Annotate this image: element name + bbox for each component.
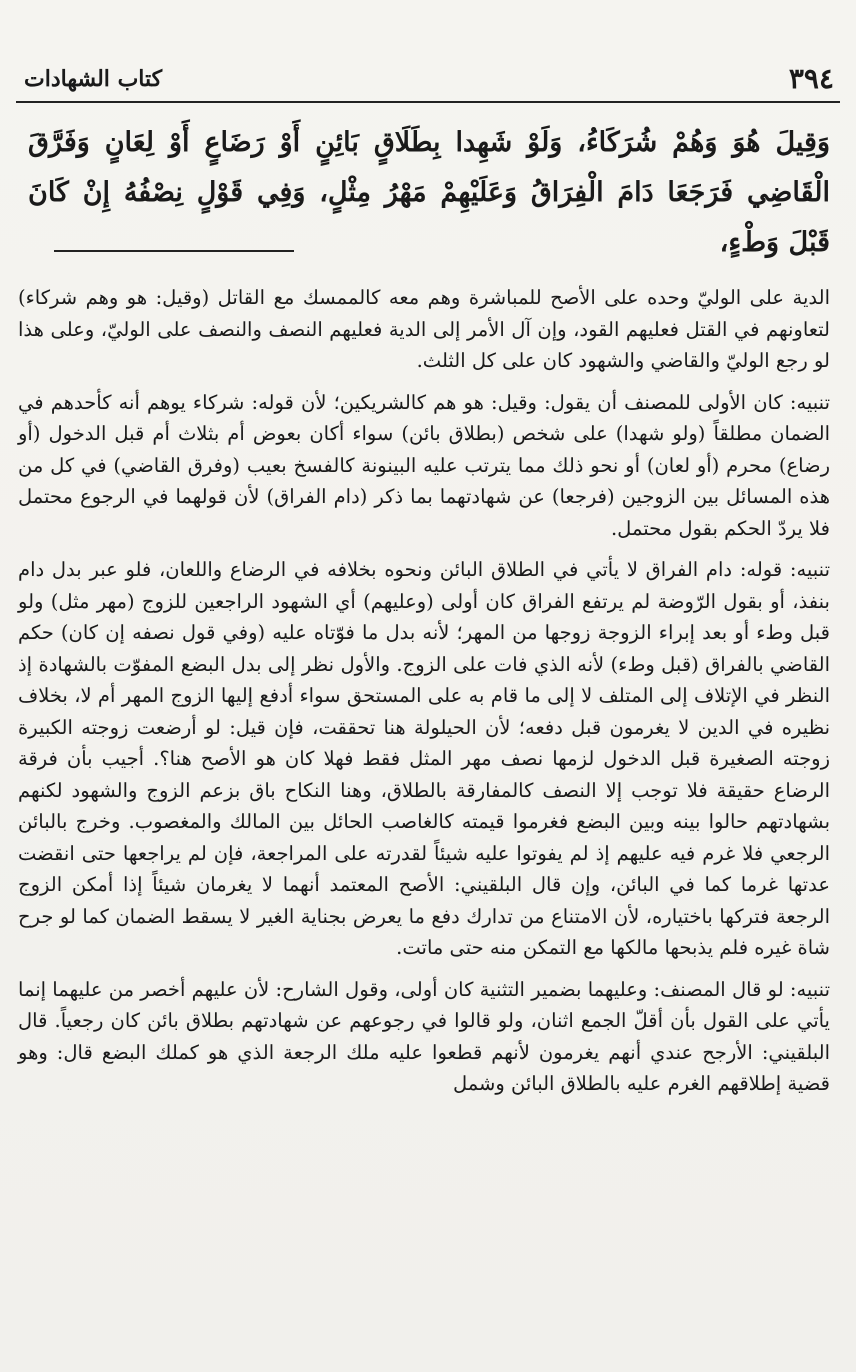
commentary-paragraph: تنبيه: لو قال المصنف: وعليهما بضمير التثنية كان أولى، وقول الشارح: لأن عليهم أخصر من عليهما إنما يأتي على القول بأن أقلّ الجمع اثنان، ولو قالوا في رجوعهم عن شهادتهم بطلاق بائن كان رجعياً. قال البلقيني: الأرجح عندي أنهم يغرمون لأنهم قطعوا عليه ملك الرجعة الذي هو كملك البضع قال: وهو قضية إطلاقهم الغرم عليه بالطلاق البائن وشمل (18, 977, 830, 1095)
matn-divider (54, 250, 294, 252)
header-divider (16, 101, 840, 103)
commentary (18, 282, 830, 1100)
page-header (22, 62, 834, 96)
commentary-paragraph: تنبيه: كان الأولى للمصنف أن يقول: وقيل: هو هم كالشريكين؛ لأن قوله: شركاء يوهم أنه كأحدهم في الضمان مطلقاً (ولو شهدا) على شخص (بطلاق بائن) سواء أكان بعوض أم بثلاث أم قبل الدخول (أو رضاع) محرم (أو لعان) أو نحو ذلك مما يترتب عليه البينونة كالفسخ بعيب (وفرق القاضي) في كل من هذه المسائل بين الزوجين (فرجعا) عن شهادتهما بما ذكر (دام الفراق) لأن قولهما في الرجوع محتمل فلا يردّ الحكم بقول محتمل. (18, 390, 830, 540)
commentary-paragraph: الدية على الوليّ وحده على الأصح للمباشرة وهم معه كالممسك مع القاتل (وقيل: هو وهم شركاء) لتعاونهم في القتل فعليهم القود، وإن آل الأمر إلى الدية فعليهم النصف والنصف على الوليّ، وعلى هذا لو رجع الوليّ والقاضي والشهود كان على كل الثلث. (18, 286, 830, 372)
matn-text: وَقِيلَ هُوَ وَهُمْ شُرَكَاءُ، وَلَوْ شَهِدا بِطَلَاقٍ بَائِنٍ أَوْ رَضَاعٍ أَوْ لِعَانٍ وَفَرَّقَ الْقَاضِي فَرَجَعَا دَامَ الْفِرَاقُ وَعَلَيْهِمْ مَهْرُ مِثْلٍ، وَفِي قَوْلٍ نِصْفُهُ إِنْ كَانَ قَبْلَ وَطْءٍ، (28, 127, 830, 258)
book-title: كتاب الشهادات (24, 66, 163, 92)
page-number: ٣٩٤ (788, 62, 834, 95)
commentary-paragraph: تنبيه: قوله: دام الفراق لا يأتي في الطلاق البائن ونحوه بخلافه في الرضاع واللعان، فلو عبر بدل دام بنفذ، أو بقول الرّوضة لم يرتفع الفراق كان أولى (وعليهم) أي الشهود الراجعين للزوج (مهر مثل) ولو قبل وطء أو بعد إبراء الزوجة زوجها من المهر؛ لأنه بدل ما فوّتاه عليه (وفي قول نصفه إن كان) حكم القاضي بالفراق (قبل وطء) لأنه الذي فات على الزوج. والأول نظر إلى بدل البضع المفوّت بالشهادة إذ النظر في الإتلاف إلى المتلف لا إلى ما قام به على المستحق سواء أدفع إليها الزوج المهر أم لا، بخلاف نظيره في الدين لا يغرمون قبل دفعه؛ لأن الحيلولة هنا تحققت، فإن قيل: لو أرضعت زوجته الكبيرة زوجته الصغيرة قبل الدخول لزمها نصف مهر المثل فقط فهلا كان هو الأصح هنا؟. أجيب بأن فرقة الرضاع حقيقة فلا توجب إلا النصف كالمفارقة بالطلاق، وهنا النكاح باق بزعم الزوج والشهود لكنهم بشهادتهم حالوا بينه وبين البضع فغرموا قيمته كالغاصب الحائل بين المالك والمغصوب. وخرج بالبائن الرجعي فلا غرم فيه عليهم إذ لم يفوتوا عليه شيئاً لقدرته على المراجعة، فإن لم يراجعها حتى انقضت عدتها غرما كما في البائن، وإن قال البلقيني: الأصح المعتمد أنهما لا يغرمان شيئاً إذا أمكن الزوج الرجعة فتركها باختياره، لأن الامتناع من تدارك دفع ما يعرض بجناية الغير لا يسقط الضمان كما لو جرح شاة غيره فلم يذبحها مالكها مع التمكن منه حتى ماتت. (18, 558, 830, 959)
